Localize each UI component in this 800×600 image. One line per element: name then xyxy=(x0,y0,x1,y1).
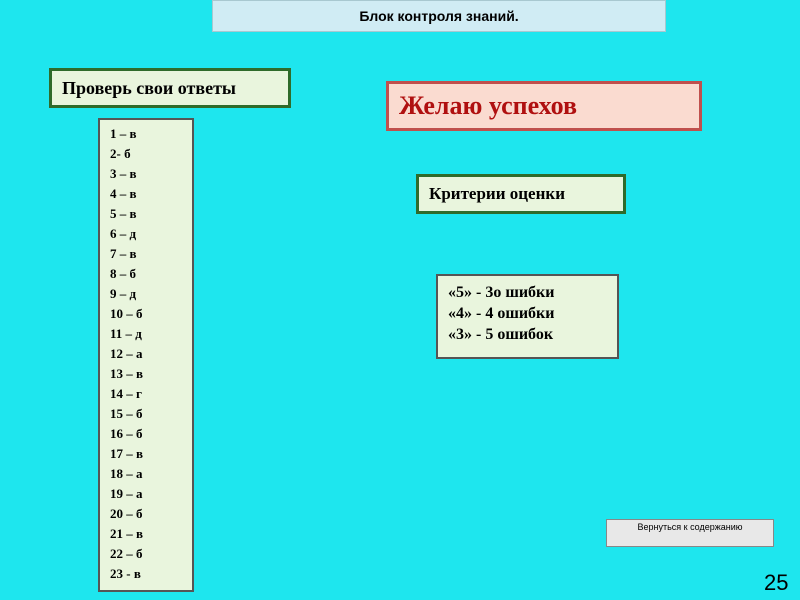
slide-number: 25 xyxy=(764,570,789,595)
answer-item: 2- б xyxy=(110,146,131,161)
answer-item: 6 – д xyxy=(110,226,137,241)
answer-item: 11 – д xyxy=(110,326,142,341)
page-title: Блок контроля знаний. xyxy=(359,8,519,24)
answer-item: 21 – в xyxy=(110,526,144,541)
answer-item: 9 – д xyxy=(110,286,137,301)
criteria-item: «3» - 5 ошибок xyxy=(448,326,554,343)
answer-item: 14 – г xyxy=(110,386,142,401)
back-to-contents-label: Вернуться к содержанию xyxy=(637,522,743,532)
answer-item: 13 – в xyxy=(110,366,144,381)
criteria-title xyxy=(416,174,626,214)
answer-item: 15 – б xyxy=(110,406,143,421)
criteria-list xyxy=(436,274,619,359)
check-answers-label: Проверь свои ответы xyxy=(62,77,236,98)
answer-item: 3 – в xyxy=(110,166,137,181)
answer-item: 16 – б xyxy=(110,426,143,441)
answer-item: 20 – б xyxy=(110,506,143,521)
answer-item: 4 – в xyxy=(110,186,137,201)
back-to-contents-button[interactable] xyxy=(606,519,774,547)
answer-item: 10 – б xyxy=(110,306,143,321)
answer-item: 18 – а xyxy=(110,466,143,481)
answer-item: 5 – в xyxy=(110,206,137,221)
answer-item: 17 – в xyxy=(110,446,144,461)
answer-item: 8 – б xyxy=(110,266,136,281)
criteria-item: «4» - 4 ошибки xyxy=(448,305,555,322)
answer-item: 12 – а xyxy=(110,346,143,361)
answer-item: 1 – в xyxy=(110,126,137,141)
answer-item: 22 – б xyxy=(110,546,143,561)
answer-item: 7 – в xyxy=(110,246,137,261)
check-answers-title xyxy=(49,68,291,108)
answer-item: 23 - в xyxy=(110,566,141,581)
good-luck-banner xyxy=(386,81,702,131)
criteria-title-label: Критерии оценки xyxy=(429,184,565,203)
good-luck-text: Желаю успехов xyxy=(399,91,578,120)
criteria-item: «5» - 3о шибки xyxy=(448,284,555,301)
header-title-bar xyxy=(212,0,666,32)
answer-item: 19 – а xyxy=(110,486,143,501)
answers-list xyxy=(98,118,194,592)
